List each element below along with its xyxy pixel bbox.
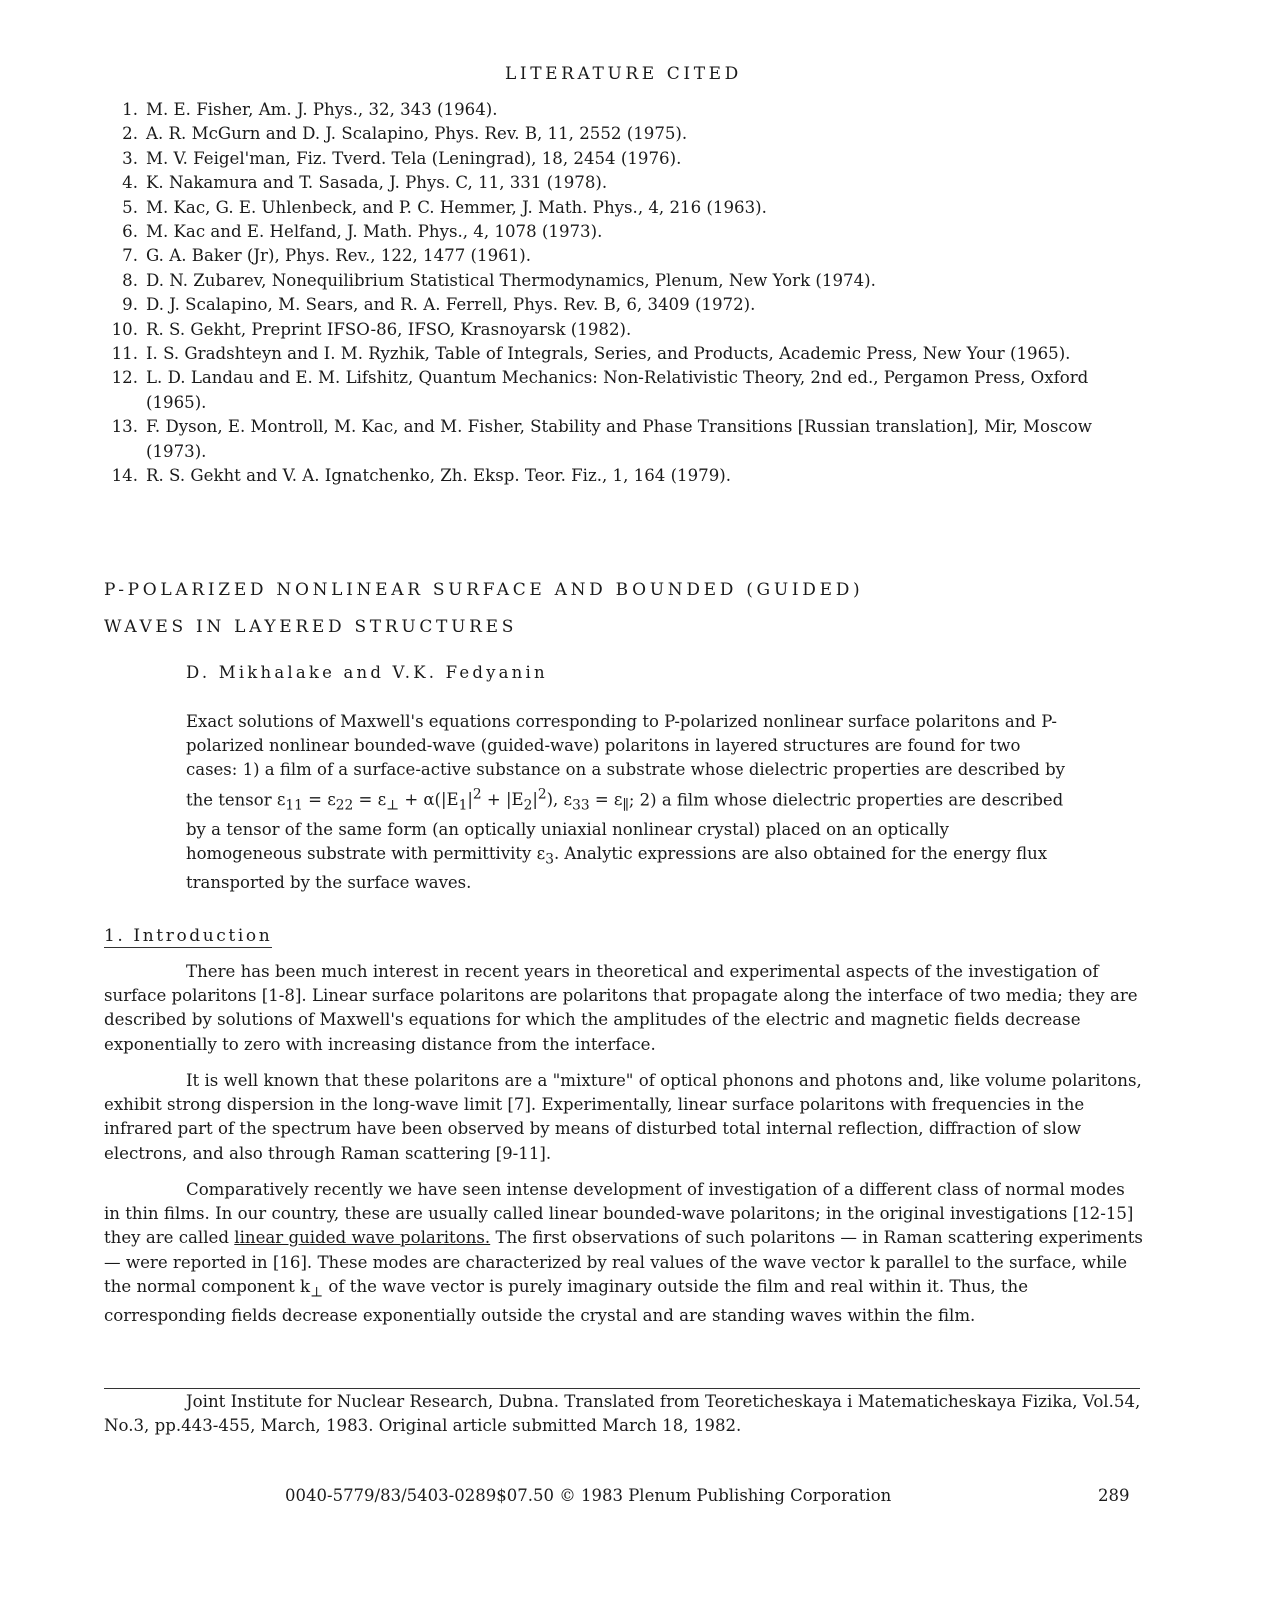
reference-item [100, 415, 1140, 464]
tensor-formula: $\varepsilon_{11} = \varepsilon_{22} = \varepsilon_\perp + \alpha(|E_1|^2 + |E_2|^2)$, $\varepsilon_{33} = \varepsilon_\parallel$ [276, 786, 629, 814]
reference-item [100, 196, 1140, 220]
reference-number: 2. [122, 124, 138, 144]
perpendicular-subscript: ⊥ [310, 1284, 324, 1301]
reference-list [100, 98, 1140, 489]
reference-text: L. D. Landau and E. M. Lifshitz, Quantum Mechanics: Non-Relativistic Theory, 2nd ed., Pergamon Press, Oxford (1965). [146, 368, 1089, 412]
reference-text: F. Dyson, E. Montroll, M. Kac, and M. Fisher, Stability and Phase Transitions [Russian translation], Mir, Moscow (1973). [146, 417, 1093, 461]
permittivity-symbol: $\varepsilon_3$ [536, 843, 554, 868]
reference-item [100, 244, 1140, 268]
intro-paragraph-2: It is well known that these polaritons are a "mixture" of optical phonons and photons and, like volume polaritons, exhibit strong dispersion in the long-wave limit [7]. Experimentally, linear surface polaritons with frequencies in the infrared part of the spectrum have been observed by means of disturbed total internal reflection, diffraction of slow electrons, and also through Raman scattering [9-11]. [104, 1071, 1142, 1163]
intro-paragraph-3 [104, 1178, 1144, 1329]
paragraph-text: Comparatively recently we have seen intense development of investigation of a different class of normal modes in thin films. In our country, these are usually called linear bounded-wave polaritons; in the original investigations [12-15] they are called [104, 1180, 1134, 1248]
reference-number: 14. [111, 466, 138, 486]
literature-cited-heading: LITERATURE CITED [505, 64, 742, 84]
reference-number: 12. [111, 368, 138, 388]
reference-text: K. Nakamura and T. Sasada, J. Phys. C, 11, 331 (1978). [146, 173, 608, 193]
reference-text: R. S. Gekht and V. A. Ignatchenko, Zh. Eksp. Teor. Fiz., 1, 164 (1979). [146, 466, 732, 486]
reference-number: 13. [111, 417, 138, 437]
footnote-rule [104, 1388, 1140, 1389]
reference-text: M. V. Feigel'man, Fiz. Tverd. Tela (Leningrad), 18, 2454 (1976). [146, 148, 682, 168]
reference-text: M. E. Fisher, Am. J. Phys., 32, 343 (1964). [146, 100, 498, 119]
reference-number: 8. [122, 270, 138, 290]
paragraph-text: The first observations of such polaritons — in Raman scattering experiments — were reported in [16]. These modes are characterized by real values of the wave vector k parallel to the surface, while the normal component k [104, 1228, 1143, 1296]
reference-text: M. Kac and E. Helfand, J. Math. Phys., 4, 1078 (1973). [146, 222, 603, 242]
abstract [186, 710, 1066, 896]
reference-number: 9. [122, 295, 138, 315]
reference-item [100, 147, 1140, 171]
reference-item [100, 366, 1140, 415]
reference-item [100, 318, 1140, 342]
footnote: Joint Institute for Nuclear Research, Dubna. Translated from Teoreticheskaya i Matematicheskaya Fizika, Vol.54, No.3, pp.443-455, March, 1983. Original article submitted March 18, 1982. [104, 1392, 1141, 1436]
page-number: 289 [1098, 1486, 1130, 1505]
reference-number: 10. [111, 319, 138, 339]
reference-number: 6. [122, 222, 138, 242]
reference-item [100, 122, 1140, 146]
reference-item [100, 269, 1140, 293]
reference-item [100, 464, 1140, 488]
reference-number: 7. [122, 246, 138, 266]
article-authors: D. Mikhalake and V.K. Fedyanin [186, 663, 548, 682]
reference-number: 3. [122, 148, 138, 168]
abstract-text-2: ; 2) a film whose dielectric properties are described by a tensor of the same form (an optically uniaxial nonlinear crystal) placed on an optically homogeneous substrate with permittivity [186, 790, 1064, 863]
reference-item [100, 220, 1140, 244]
reference-item [100, 171, 1140, 195]
reference-number: 1. [122, 100, 138, 119]
reference-text: D. N. Zubarev, Nonequilibrium Statistical Thermodynamics, Plenum, New York (1974). [146, 270, 876, 290]
article-title-line-1: P-POLARIZED NONLINEAR SURFACE AND BOUNDED (GUIDED) [104, 580, 864, 600]
abstract-text-1: Exact solutions of Maxwell's equations corresponding to P-polarized nonlinear surface polaritons and P-polarized nonlinear bounded-wave (guided-wave) polaritons in layered structures are found for two cases: 1) a film of a surface-active substance on a substrate whose dielectric properties are described by the tensor [186, 712, 1065, 810]
reference-item [100, 342, 1140, 366]
reference-text: G. A. Baker (Jr), Phys. Rev., 122, 1477 (1961). [146, 246, 532, 266]
reference-item [100, 98, 1140, 122]
article-title-line-2: WAVES IN LAYERED STRUCTURES [104, 617, 518, 637]
abstract-text-3: . Analytic expressions are also obtained for the energy flux transported by the surface waves. [186, 843, 1048, 893]
copyright-line: 0040-5779/83/5403-0289$07.50 © 1983 Plenum Publishing Corporation [285, 1486, 892, 1505]
reference-text: I. S. Gradshteyn and I. M. Ryzhik, Table of Integrals, Series, and Products, Academic Press, New Your (1965). [146, 344, 1071, 364]
intro-paragraph-1: There has been much interest in recent years in theoretical and experimental aspects of the investigation of surface polaritons [1-8]. Linear surface polaritons are polaritons that propagate along the interface of two media; they are described by solutions of Maxwell's equations for which the amplitudes of the electric and magnetic fields decrease exponentially to zero with increasing distance from the interface. [104, 962, 1138, 1054]
paragraph-text: of the wave vector is purely imaginary outside the film and real within it. Thus, the corresponding fields decrease exponentially outside the crystal and are standing waves within the film. [104, 1276, 1029, 1326]
reference-item [100, 293, 1140, 317]
underlined-term: linear guided wave polaritons. [234, 1228, 491, 1248]
section-heading-introduction: 1. Introduction [104, 926, 273, 946]
reference-text: D. J. Scalapino, M. Sears, and R. A. Ferrell, Phys. Rev. B, 6, 3409 (1972). [146, 295, 756, 315]
reference-text: R. S. Gekht, Preprint IFSO-86, IFSO, Krasnoyarsk (1982). [146, 319, 632, 339]
reference-number: 11. [111, 344, 138, 364]
reference-number: 4. [122, 173, 138, 193]
reference-text: M. Kac, G. E. Uhlenbeck, and P. C. Hemmer, J. Math. Phys., 4, 216 (1963). [146, 197, 767, 217]
reference-text: A. R. McGurn and D. J. Scalapino, Phys. Rev. B, 11, 2552 (1975). [146, 124, 688, 144]
reference-number: 5. [122, 197, 138, 217]
